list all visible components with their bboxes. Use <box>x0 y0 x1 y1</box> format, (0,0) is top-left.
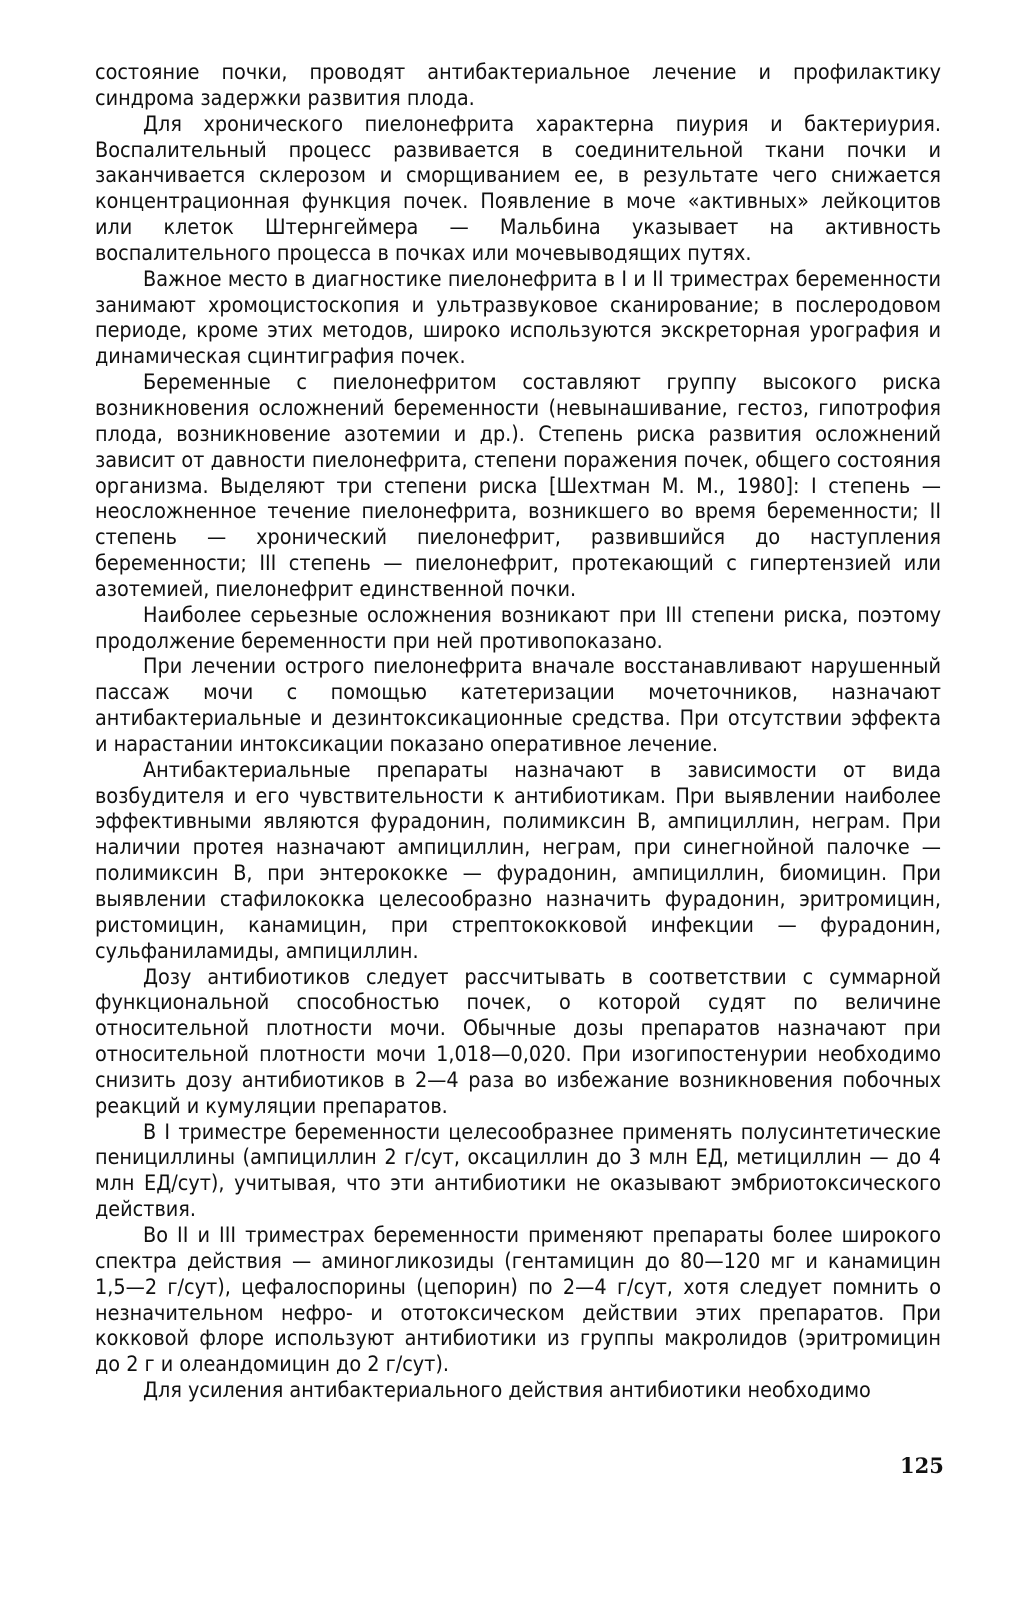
paragraph: Во II и III триместрах беременности применяют препараты более широкого спектра действия — аминогликозиды (гентамицин до 80—120 мг и канамицин 1,5—2 г/сут), цефалоспорины (цепорин) по 2—4 г/сут, хотя следует помнить о незначительном нефро- и ототоксическом действии этих препаратов. При кокковой флоре используют антибиотики из группы макролидов (эритромицин до 2 г и олеандомицин до 2 г/сут). <box>95 1222 941 1378</box>
paragraph: При лечении острого пиелонефрита вначале восстанавливают нарушенный пассаж мочи с помощью катетеризации мочеточников, назначают антибактериальные и дезинтоксикационные средства. При отсутствии эффекта и нарастании интоксикации показано оперативное лечение. <box>95 654 941 757</box>
paragraph-continuation: состояние почки, проводят антибактериальное лечение и профилактику синдрома задержки развития плода. <box>95 60 941 111</box>
paragraph: Дозу антибиотиков следует рассчитывать в соответствии с суммарной функциональной способностью почек, о которой судят по величине относительной плотности мочи. Обычные дозы препаратов назначают при относительной плотности мочи 1,018—0,020. При изогипостенурии необходимо снизить дозу антибиотиков в 2—4 раза во избежание возникновения побочных реакций и кумуляции препаратов. <box>95 964 941 1119</box>
page-number: 125 <box>900 1453 944 1478</box>
paragraph: Для усиления антибактериального действия антибиотики необходимо <box>143 1378 871 1404</box>
paragraph: Наиболее серьезные осложнения возникают при III степени риска, поэтому продолжение беременности при ней противопоказано. <box>95 602 941 654</box>
paragraph: Беременные с пиелонефритом составляют группу высокого риска возникновения осложнений беременности (невынашивание, гестоз, гипотрофия плода, возникновение азотемии и др.). Степень риска развития осложнений зависит от давности пиелонефрита, степени поражения почек, общего состояния организма. Выделяют три степени риска [Шехтман М. М., 1980]: I степень — неосложненное течение пиелонефрита, возникшего во время беременности; II степень — хронический пиелонефрит, развившийся до наступления беременности; III степень — пиелонефрит, протекающий с гипертензией или азотемией, пиелонефрит единственной почки. <box>95 370 941 602</box>
paragraph: Антибактериальные препараты назначают в зависимости от вида возбудителя и его чувствительности к антибиотикам. При выявлении наиболее эффективными являются фурадонин, полимиксин В, ампициллин, неграм. При наличии протея назначают ампициллин, неграм, при синегнойной палочке — полимиксин В, при энтерококке — фурадонин, ампициллин, биомицин. При выявлении стафилококка целесообразно назначить фурадонин, эритромицин, ристомицин, канамицин, при стрептококковой инфекции — фурадонин, сульфаниламиды, ампициллин. <box>95 757 941 964</box>
paragraph: Для хронического пиелонефрита характерна пиурия и бактериурия. Воспалительный процесс развивается в соединительной ткани почки и заканчивается склерозом и сморщиванием ее, в результате чего снижается концентрационная функция почек. Появление в моче «активных» лейкоцитов или клеток Штернгеймера — Мальбина указывает на активность воспалительного процесса в почках или мочевыводящих путях. <box>95 111 941 266</box>
body-text <box>95 60 941 1404</box>
paragraph: В I триместре беременности целесообразнее применять полусинтетические пенициллины (ампициллин 2 г/сут, оксациллин до 3 млн ЕД, метициллин — до 4 млн ЕД/сут), учитывая, что эти антибиотики не оказывают эмбриотоксического действия. <box>95 1119 941 1223</box>
paragraph: Важное место в диагностике пиелонефрита в I и II триместрах беременности занимают хромоцистоскопия и ультразвуковое сканирование; в послеродовом периоде, кроме этих методов, широко используются экскреторная урография и динамическая сцинтиграфия почек. <box>95 266 941 370</box>
